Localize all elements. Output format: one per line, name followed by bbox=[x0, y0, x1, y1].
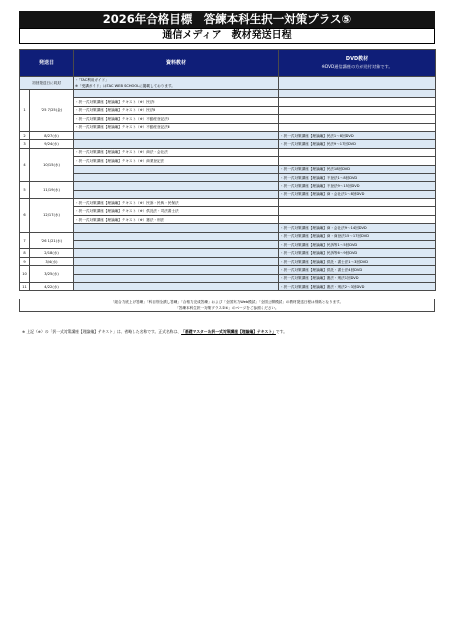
schedule-row bbox=[20, 123, 436, 131]
dvd-cell: ・択一式対策講座【理論編】憲法・刑法1回DVD bbox=[279, 274, 436, 282]
schedule-row bbox=[20, 249, 436, 257]
schedule-table bbox=[19, 49, 436, 291]
footnote-official-name: 「基礎マスター＆択一式対策講座【理論編】テキスト」 bbox=[181, 329, 276, 334]
material-cell: ・択一式対策講座【理論編】テキスト（※）民法Ⅰ bbox=[74, 98, 279, 106]
notice-line-1: 「総合力底上げ答練」「科目別全潰し答練」「合格力完成答練」および「全国実力Web模試」「全国公開模試」の教材発送日程は別紙となります。 bbox=[110, 300, 344, 304]
material-cell bbox=[74, 241, 279, 249]
header-dvd bbox=[279, 50, 436, 77]
first-shipment-material bbox=[74, 77, 279, 90]
shipment-number: 11 bbox=[20, 282, 30, 290]
schedule-row bbox=[20, 190, 436, 198]
dvd-cell: ・択一式対策講座【理論編】民法18回DVD bbox=[279, 165, 436, 173]
material-cell: ・択一式対策講座【理論編】テキスト（※）民訴・民執・民保法 bbox=[74, 199, 279, 207]
material-cell: ・択一式対策講座【理論編】テキスト（※）民法Ⅱ bbox=[74, 106, 279, 114]
material-cell bbox=[74, 266, 279, 274]
shipment-date: 2/18(水) bbox=[30, 249, 74, 257]
shipment-number: 7 bbox=[20, 232, 30, 249]
shipment-number: 3 bbox=[20, 140, 30, 148]
shipment-date: 4/22(水) bbox=[30, 282, 74, 290]
schedule-row bbox=[20, 157, 436, 165]
shipment-date: '26 1/21(水) bbox=[30, 232, 74, 249]
table-header-row bbox=[20, 50, 436, 77]
first-shipment-label: 初回発送日に同封 bbox=[20, 77, 74, 90]
dvd-cell: ・択一式対策講座【理論編】供託・書士法4回DVD bbox=[279, 266, 436, 274]
shipment-date: 11/19(水) bbox=[30, 182, 74, 199]
shipment-number: 6 bbox=[20, 199, 30, 233]
dvd-cell: ・択一式対策講座【理論編】民法9～17回DVD bbox=[279, 140, 436, 148]
dvd-cell: ・択一式対策講座【理論編】供託・書士法1～3回DVD bbox=[279, 257, 436, 265]
header-dvd-label: DVD教材 bbox=[345, 56, 369, 62]
material-cell: ・択一式対策講座【理論編】テキスト（※）商業登記法 bbox=[74, 157, 279, 165]
schedule-row bbox=[20, 274, 436, 282]
shipment-date: 10/15(水) bbox=[30, 148, 74, 182]
schedule-row bbox=[20, 232, 436, 240]
shipment-date: 12/17(水) bbox=[30, 199, 74, 233]
dvd-cell bbox=[279, 199, 436, 207]
dvd-cell bbox=[279, 123, 436, 131]
dvd-cell bbox=[279, 148, 436, 156]
material-cell: ・択一式対策講座【理論編】テキスト（※）不動産登記法Ⅰ bbox=[74, 115, 279, 123]
dvd-cell: ・択一式対策講座【理論編】不登法9～15回DVD bbox=[279, 182, 436, 190]
schedule-body bbox=[20, 77, 436, 291]
page-title: 2026年合格目標 答練本科生択一対策プラス⑤ bbox=[19, 11, 435, 28]
shipment-number: 10 bbox=[20, 266, 30, 283]
schedule-row bbox=[20, 199, 436, 207]
material-cell bbox=[74, 274, 279, 282]
material-cell: ・択一式対策講座【理論編】テキスト（※）供託法・司法書士法 bbox=[74, 207, 279, 215]
dvd-cell: ・択一式対策講座【理論編】憲法・刑法2～3回DVD bbox=[279, 282, 436, 290]
shipment-number: 1 bbox=[20, 90, 30, 132]
first-shipment-dvd bbox=[279, 77, 436, 90]
shipment-number: 5 bbox=[20, 182, 30, 199]
dvd-cell: ・択一式対策講座【理論編】商・商登法15～17回DVD bbox=[279, 232, 436, 240]
schedule-row bbox=[20, 241, 436, 249]
dvd-cell bbox=[279, 106, 436, 114]
header-material: 資料教材 bbox=[74, 50, 279, 77]
material-cell: ・択一式対策講座【理論編】テキスト（※）憲法・刑法 bbox=[74, 215, 279, 223]
page-subtitle: 通信メディア 教材発送日程 bbox=[19, 28, 435, 44]
dvd-cell bbox=[279, 207, 436, 215]
material-cell: ・択一式対策講座【理論編】テキスト（※）不動産登記法Ⅱ bbox=[74, 123, 279, 131]
schedule-row bbox=[20, 207, 436, 215]
material-cell bbox=[74, 232, 279, 240]
dvd-cell: ・択一式対策講座【理論編】不登法1～8回DVD bbox=[279, 173, 436, 181]
dvd-cell: ・択一式対策講座【理論編】民法1～8回DVD bbox=[279, 131, 436, 139]
shipment-date: '25 7/25(金) bbox=[30, 90, 74, 132]
schedule-row bbox=[20, 106, 436, 114]
shipment-number: 8 bbox=[20, 249, 30, 257]
exam-schedule-notice bbox=[19, 299, 435, 312]
material-cell bbox=[74, 140, 279, 148]
dvd-cell: ・択一式対策講座【理論編】商・会社法9～14回DVD bbox=[279, 224, 436, 232]
notice-line-2: 「答練本科生択一対策プラス②④」のページをご参照ください。 bbox=[175, 306, 279, 310]
dvd-cell: ・択一式対策講座【理論編】商・会社法1～8回DVD bbox=[279, 190, 436, 198]
schedule-row bbox=[20, 266, 436, 274]
material-cell bbox=[74, 131, 279, 139]
schedule-row bbox=[20, 173, 436, 181]
schedule-row bbox=[20, 98, 436, 106]
dvd-cell bbox=[279, 215, 436, 223]
shipment-number: 9 bbox=[20, 257, 30, 265]
schedule-row bbox=[20, 165, 436, 173]
shipment-date: 3/4(水) bbox=[30, 257, 74, 265]
schedule-row bbox=[20, 182, 436, 190]
footnote-text: ※ 上記（※）の「択一式対策講座【理論編】テキスト」は、省略した名称です。正式名称は、 bbox=[22, 329, 182, 334]
material-cell bbox=[74, 282, 279, 290]
schedule-row bbox=[20, 282, 436, 290]
dvd-cell bbox=[279, 115, 436, 123]
first-shipment-guide: ・「TAC利用ガイド」 bbox=[75, 78, 109, 82]
material-cell: ・択一式対策講座【理論編】テキスト（※）商法・会社法 bbox=[74, 148, 279, 156]
dvd-cell: ・択一式対策講座【理論編】民訴等6～9回DVD bbox=[279, 249, 436, 257]
shipment-date: 9/24(水) bbox=[30, 140, 74, 148]
material-cell bbox=[74, 90, 279, 98]
material-cell bbox=[74, 173, 279, 181]
shipment-number: 4 bbox=[20, 148, 30, 182]
material-cell bbox=[74, 224, 279, 232]
material-cell bbox=[74, 190, 279, 198]
footnote-tail: です。 bbox=[275, 329, 288, 334]
schedule-row bbox=[20, 215, 436, 223]
material-cell bbox=[74, 165, 279, 173]
schedule-row bbox=[20, 148, 436, 156]
schedule-row bbox=[20, 90, 436, 98]
header-dvd-note: ※DVD通信講座の方が送付対象です。 bbox=[321, 64, 393, 69]
material-cell bbox=[74, 182, 279, 190]
schedule-row bbox=[20, 115, 436, 123]
shipment-date: 8/27(水) bbox=[30, 131, 74, 139]
dvd-cell: ・択一式対策講座【理論編】民訴等1～5回DVD bbox=[279, 241, 436, 249]
shipment-date: 3/25(水) bbox=[30, 266, 74, 283]
material-cell bbox=[74, 257, 279, 265]
dvd-cell bbox=[279, 157, 436, 165]
schedule-row bbox=[20, 257, 436, 265]
first-shipment-note: ※「受講ガイド」はTAC WEB SCHOOLに掲載しております。 bbox=[75, 84, 175, 88]
schedule-row bbox=[20, 140, 436, 148]
header-date: 発送日 bbox=[20, 50, 74, 77]
dvd-cell bbox=[279, 98, 436, 106]
schedule-row bbox=[20, 224, 436, 232]
first-shipment-row bbox=[20, 77, 436, 90]
material-cell bbox=[74, 249, 279, 257]
footnote bbox=[22, 329, 432, 335]
schedule-row bbox=[20, 131, 436, 139]
dvd-cell bbox=[279, 90, 436, 98]
shipment-number: 2 bbox=[20, 131, 30, 139]
